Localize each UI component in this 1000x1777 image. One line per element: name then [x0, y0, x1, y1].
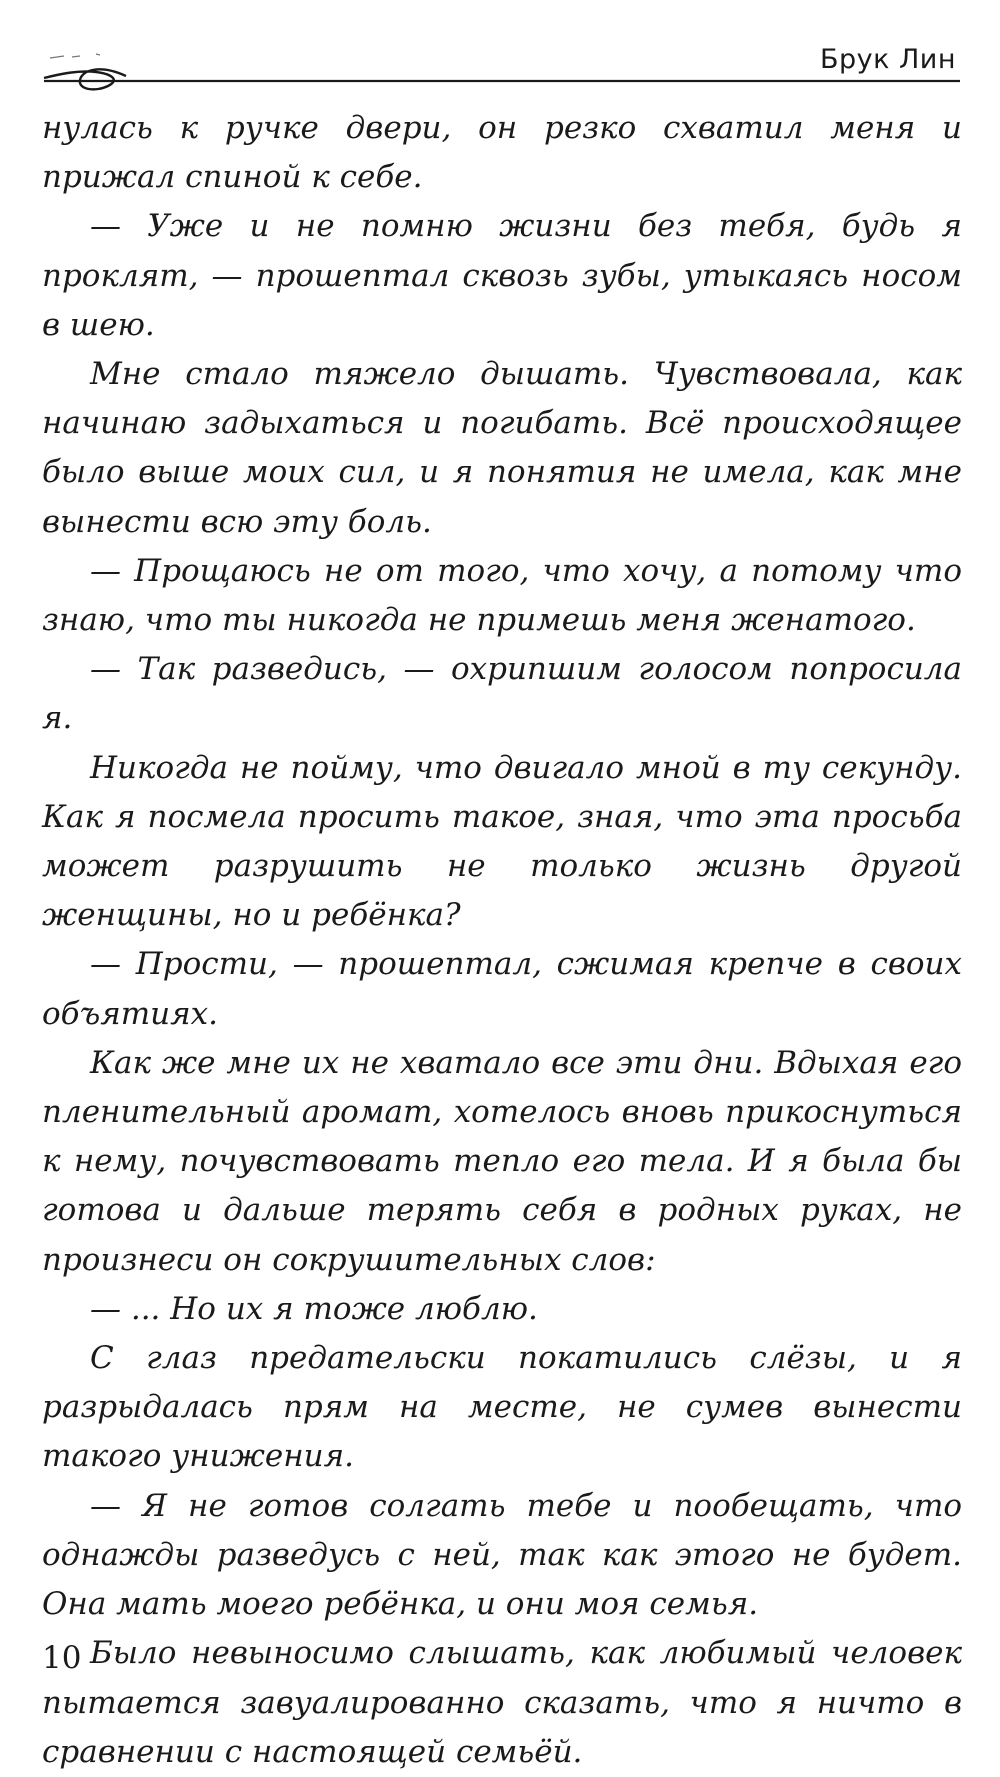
paragraph: — ... Но их я тоже люблю. [90, 1290, 538, 1327]
body-text [42, 104, 962, 1777]
paragraph: — Прости, — прошептал, сжимая крепче в своих объятиях. [42, 946, 962, 1032]
author-name: Брук Лин [819, 44, 956, 75]
paragraph: — Уже и не помню жизни без тебя, будь я проклят, — прошептал сквозь зубы, утыкаясь носом в шею. [42, 208, 962, 343]
paragraph: — Прощаюсь не от того, что хочу, а потому что знаю, что ты никогда не примешь меня женатого. [42, 552, 962, 639]
paragraph: нулась к ручке двери, он резко схватил меня и прижал спиной к себе. [42, 110, 962, 196]
paragraph: С глаз предательски покатились слёзы, и я разрыдалась прям на месте, не сумев вынести такого унижения. [42, 1340, 962, 1475]
page-header [0, 0, 1000, 100]
paragraph: — Так разведись, — охрипшим голосом попросила я. [42, 651, 962, 737]
paragraph: Мне стало тяжело дышать. Чувствовала, как начинаю задыхаться и погибать. Всё происходящее было выше моих сил, и я понятия не имела, как мне вынести всю эту боль. [42, 356, 962, 540]
paragraph: Как же мне их не хватало все эти дни. Вдыхая его пленительный аромат, хотелось вновь прикоснуться к нему, почувствовать тепло его тела. И я была бы готова и дальше терять себя в родных руках, не произнеси он сокрушительных слов: [42, 1044, 962, 1278]
page-number: 10 [42, 1640, 82, 1676]
paragraph: Никогда не пойму, что двигало мной в ту секунду. Как я посмела просить такое, зная, что эта просьба может разрушить не только жизнь другой женщины, но и ребёнка? [42, 749, 962, 934]
paragraph: Было невыносимо слышать, как любимый человек пытается завуалированно сказать, что я ничто в сравнении с настоящей семьёй. [42, 1635, 962, 1770]
paragraph: — Я не готов солгать тебе и пообещать, что однажды разведусь с ней, так как этого не будет. Она мать моего ребёнка, и они моя семья. [42, 1487, 962, 1623]
